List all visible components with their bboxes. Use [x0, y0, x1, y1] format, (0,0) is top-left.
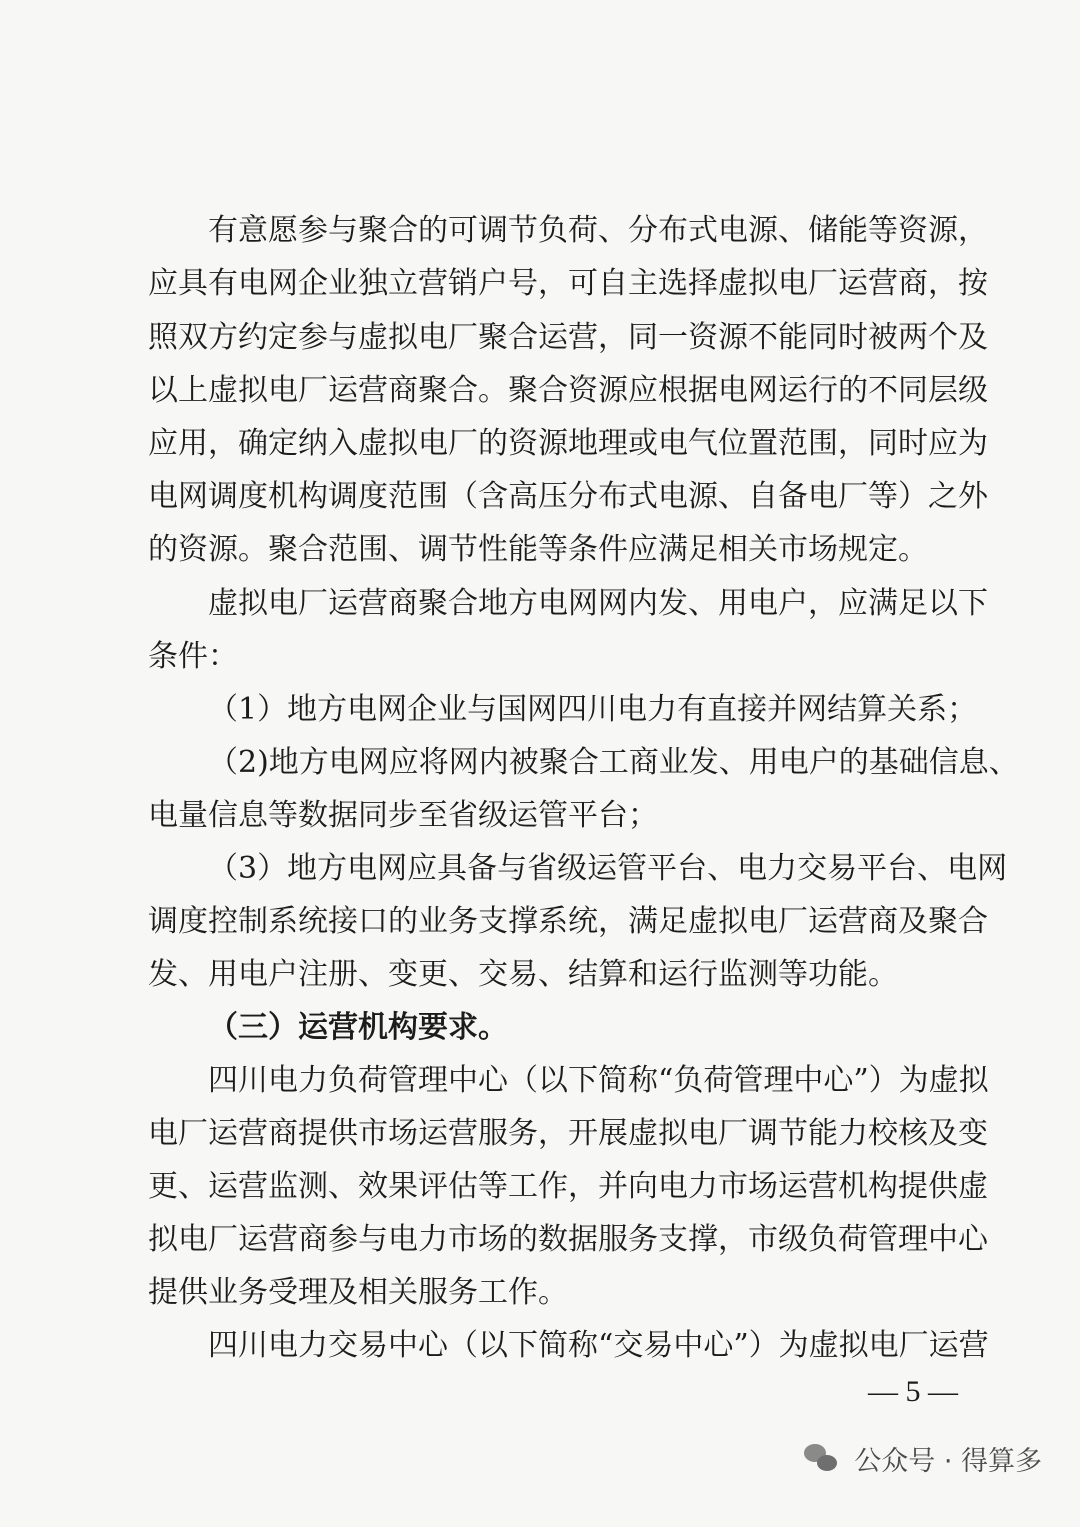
paragraph-line: 应具有电网企业独立营销户号，可自主选择虚拟电厂运营商，按	[148, 266, 988, 301]
paragraph-line: 以上虚拟电厂运营商聚合。聚合资源应根据电网运行的不同层级	[148, 373, 988, 408]
paragraph-line: 电网调度机构调度范围（含高压分布式电源、自备电厂等）之外	[148, 479, 988, 514]
paragraph-line: 电厂运营商提供市场运营服务，开展虚拟电厂调节能力校核及变	[148, 1116, 988, 1151]
paragraph-line: 调度控制系统接口的业务支撑系统，满足虚拟电厂运营商及聚合	[148, 904, 988, 939]
paragraph-line: 电量信息等数据同步至省级运管平台；	[148, 798, 658, 833]
paragraph-line: 四川电力交易中心（以下简称“交易中心”）为虚拟电厂运营	[208, 1328, 989, 1363]
paragraph-line: 有意愿参与聚合的可调节负荷、分布式电源、储能等资源，	[208, 213, 988, 248]
list-item-2: （2)地方电网应将网内被聚合工商业发、用电户的基础信息、	[208, 745, 1019, 780]
list-item-3: （3）地方电网应具备与省级运管平台、电力交易平台、电网	[208, 851, 1008, 886]
page-number: — 5 —	[868, 1375, 958, 1408]
watermark-text: 公众号 · 得算多	[854, 1445, 1042, 1477]
paragraph-line: 的资源。聚合范围、调节性能等条件应满足相关市场规定。	[148, 532, 928, 567]
paragraph-line: 提供业务受理及相关服务工作。	[148, 1275, 568, 1310]
wechat-icon	[804, 1442, 840, 1474]
paragraph-line: 照双方约定参与虚拟电厂聚合运营，同一资源不能同时被两个及	[148, 320, 988, 355]
paragraph-line: 应用，确定纳入虚拟电厂的资源地理或电气位置范围，同时应为	[148, 426, 988, 461]
list-item-1: （1）地方电网企业与国网四川电力有直接并网结算关系；	[208, 692, 978, 727]
paragraph-line: 发、用电户注册、变更、交易、结算和运行监测等功能。	[148, 957, 898, 992]
section-heading: （三）运营机构要求。	[208, 1010, 508, 1045]
watermark	[804, 1436, 1042, 1480]
paragraph-line: 虚拟电厂运营商聚合地方电网网内发、用电户，应满足以下	[208, 586, 988, 621]
paragraph-line: 条件：	[148, 639, 238, 674]
paragraph-line: 四川电力负荷管理中心（以下简称“负荷管理中心”）为虚拟	[208, 1063, 989, 1098]
paragraph-line: 拟电厂运营商参与电力市场的数据服务支撑，市级负荷管理中心	[148, 1222, 988, 1257]
paragraph-line: 更、运营监测、效果评估等工作，并向电力市场运营机构提供虚	[148, 1169, 988, 1204]
